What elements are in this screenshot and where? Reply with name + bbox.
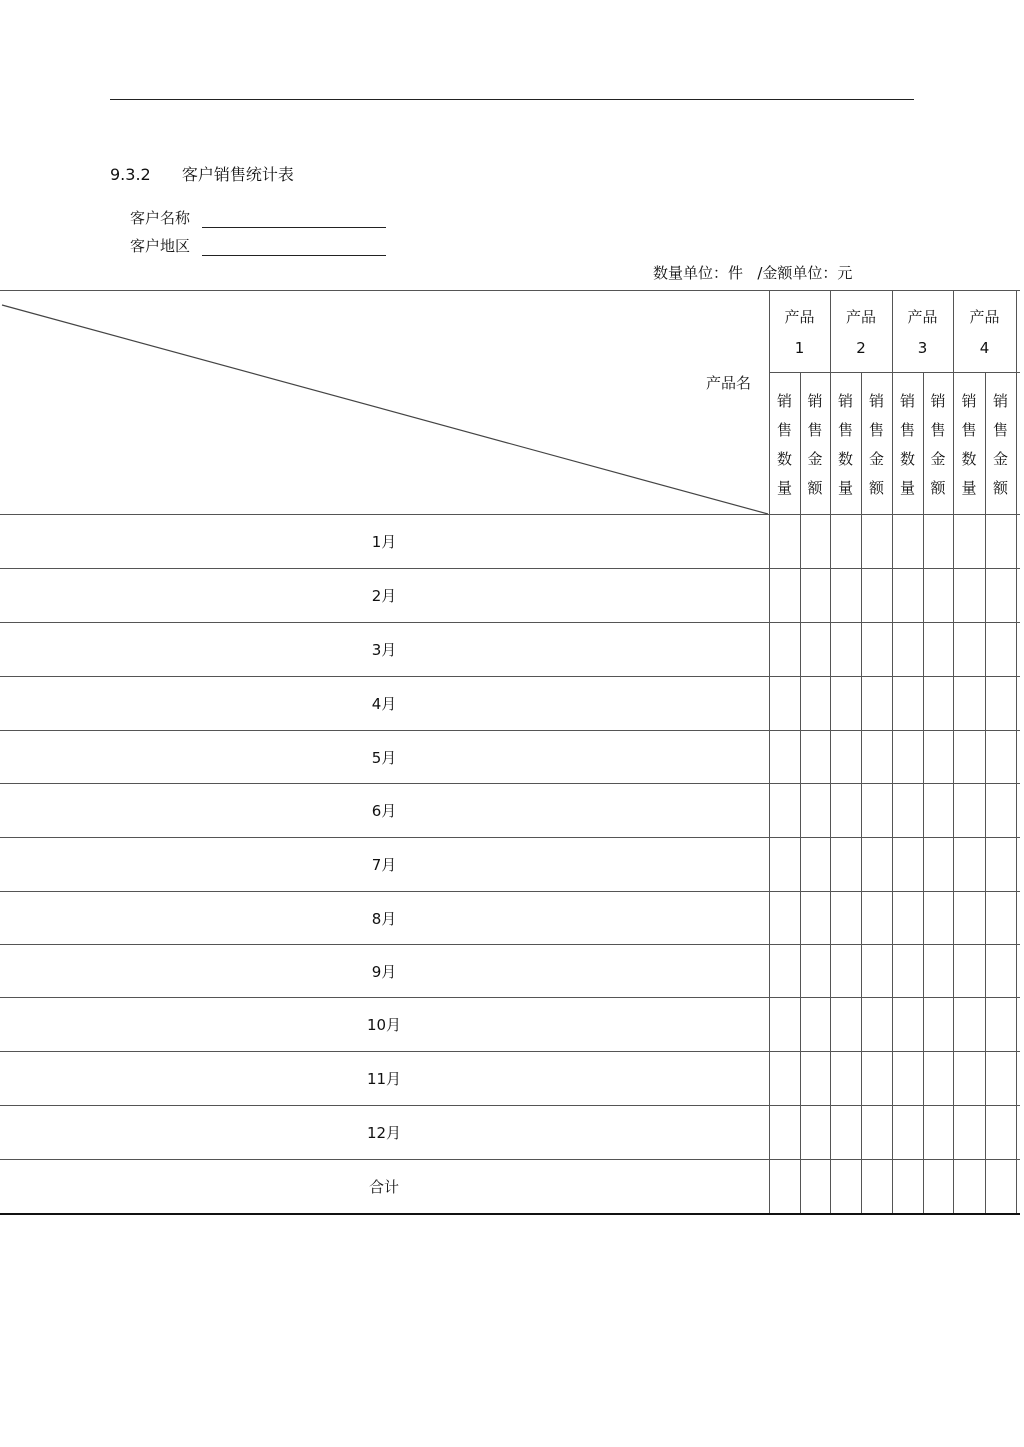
month-row-label: 4月 bbox=[371, 695, 397, 713]
month-row-label: 5月 bbox=[371, 748, 397, 767]
header-char: 金 bbox=[868, 450, 884, 468]
header-char: 额 bbox=[868, 479, 884, 497]
row-divider bbox=[0, 1051, 1020, 1052]
row-divider bbox=[0, 1105, 1020, 1106]
header-char: 额 bbox=[930, 479, 946, 497]
product-header-line1: 产品 bbox=[784, 308, 815, 326]
header-char: 数 bbox=[899, 450, 915, 468]
customer-name-label: 客户名称 bbox=[130, 209, 191, 227]
header-char: 额 bbox=[807, 479, 823, 497]
product-header-number: 2 bbox=[856, 339, 866, 357]
header-char: 售 bbox=[899, 421, 915, 439]
header-char: 销 bbox=[807, 392, 823, 410]
product-header-4 bbox=[953, 302, 1016, 364]
product-header-2 bbox=[830, 302, 892, 364]
header-char: 量 bbox=[961, 479, 977, 497]
product-header-1 bbox=[769, 302, 830, 364]
header-char: 额 bbox=[992, 479, 1008, 497]
header-char: 售 bbox=[992, 421, 1008, 439]
header-char: 售 bbox=[807, 421, 823, 439]
header-char: 量 bbox=[837, 479, 853, 497]
header-char: 销 bbox=[961, 392, 977, 410]
table-bottom-border bbox=[0, 1213, 1020, 1215]
sales-quantity-header bbox=[769, 387, 800, 503]
month-row-label: 1月 bbox=[371, 533, 397, 551]
row-divider bbox=[0, 730, 1020, 731]
row-divider bbox=[0, 944, 1020, 945]
header-char: 金 bbox=[807, 450, 823, 468]
month-row-label: 7月 bbox=[371, 856, 397, 874]
product-header-number: 4 bbox=[979, 339, 990, 357]
product-header-number: 3 bbox=[917, 339, 928, 357]
row-divider bbox=[0, 676, 1020, 677]
table-top-border bbox=[0, 290, 1020, 291]
month-row-label: 8月 bbox=[371, 909, 397, 928]
header-char: 量 bbox=[776, 479, 792, 497]
customer-region-label: 客户地区 bbox=[130, 237, 191, 255]
row-divider bbox=[0, 622, 1020, 623]
header-char: 销 bbox=[776, 392, 792, 410]
month-row-label: 3月 bbox=[371, 641, 397, 659]
sales-amount-header bbox=[861, 387, 892, 503]
header-char: 售 bbox=[868, 421, 884, 439]
row-divider bbox=[0, 568, 1020, 569]
month-row-label: 6月 bbox=[371, 802, 397, 820]
month-row-label: 12月 bbox=[366, 1124, 402, 1142]
corner-product-name-label: 产品名 bbox=[706, 374, 752, 392]
header-char: 销 bbox=[868, 392, 884, 410]
amount-unit: /金额单位：元 bbox=[757, 264, 853, 282]
product-header-3 bbox=[892, 302, 953, 364]
row-divider bbox=[0, 783, 1020, 784]
total-row-label: 合计 bbox=[368, 1178, 399, 1196]
row-divider bbox=[0, 514, 1020, 515]
quantity-unit: 数量单位：件 bbox=[653, 264, 744, 282]
row-divider bbox=[0, 997, 1020, 998]
sales-amount-header bbox=[800, 387, 830, 503]
header-char: 销 bbox=[837, 392, 853, 410]
section-title: 客户销售统计表 bbox=[181, 165, 294, 184]
header-char: 数 bbox=[961, 450, 977, 468]
header-char: 金 bbox=[930, 450, 946, 468]
header-char: 销 bbox=[930, 392, 946, 410]
sales-amount-header bbox=[923, 387, 953, 503]
row-divider bbox=[0, 891, 1020, 892]
month-row-label: 9月 bbox=[371, 962, 397, 981]
product-header-line1: 产品 bbox=[907, 308, 938, 326]
month-row-label: 11月 bbox=[366, 1070, 402, 1088]
header-char: 售 bbox=[837, 421, 853, 439]
product-header-line1: 产品 bbox=[845, 308, 876, 326]
header-char: 售 bbox=[776, 421, 792, 439]
header-char: 数 bbox=[837, 450, 853, 468]
sales-amount-header bbox=[985, 387, 1016, 503]
product-header-divider bbox=[769, 372, 1020, 373]
header-char: 数 bbox=[776, 450, 792, 468]
section-number: 9.3.2 bbox=[110, 165, 151, 184]
row-divider bbox=[0, 1159, 1020, 1160]
sales-quantity-header bbox=[892, 387, 923, 503]
product-column-border bbox=[1016, 290, 1017, 1213]
product-header-line1: 产品 bbox=[969, 308, 1000, 326]
month-row-label: 2月 bbox=[371, 587, 397, 605]
header-char: 金 bbox=[992, 450, 1008, 468]
month-row-label: 10月 bbox=[366, 1016, 402, 1034]
header-char: 销 bbox=[899, 392, 915, 410]
row-divider bbox=[0, 837, 1020, 838]
sales-quantity-header bbox=[953, 387, 985, 503]
header-char: 量 bbox=[899, 479, 915, 497]
sales-quantity-header bbox=[830, 387, 861, 503]
header-char: 售 bbox=[961, 421, 977, 439]
product-header-number: 1 bbox=[794, 339, 805, 357]
header-char: 售 bbox=[930, 421, 946, 439]
header-char: 销 bbox=[992, 392, 1008, 410]
